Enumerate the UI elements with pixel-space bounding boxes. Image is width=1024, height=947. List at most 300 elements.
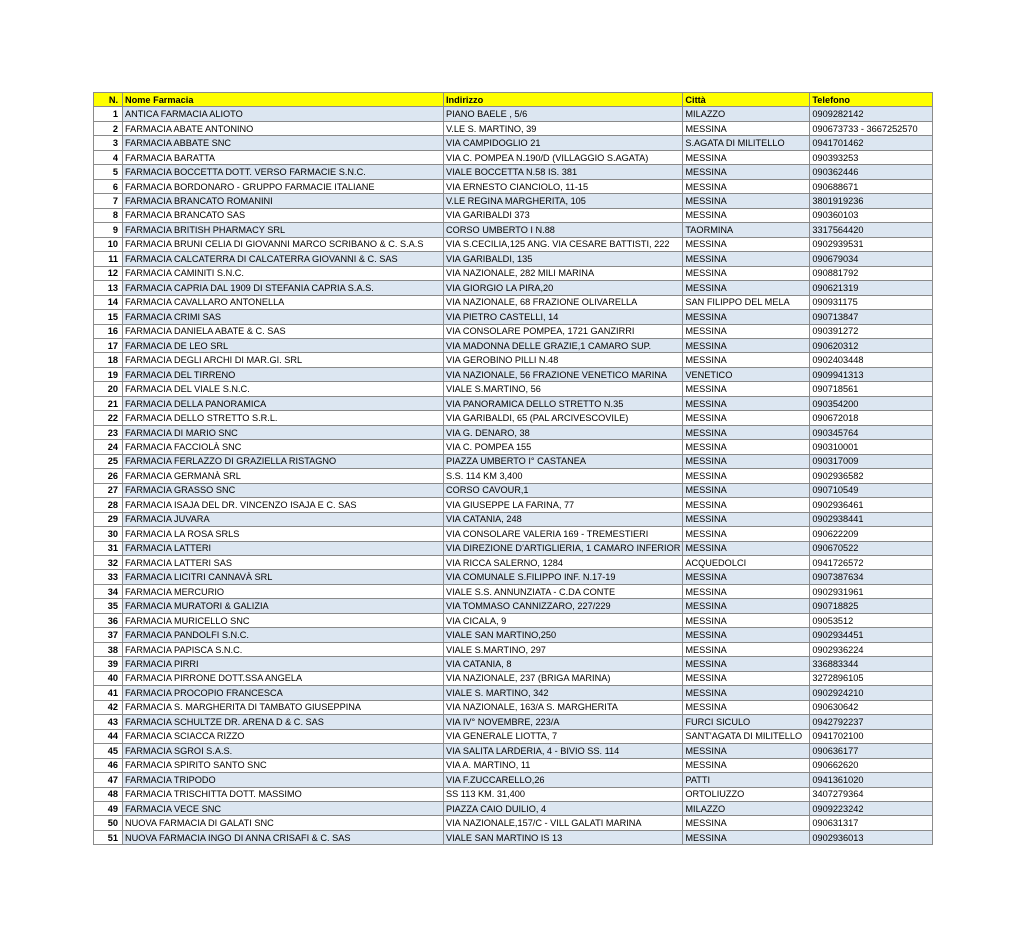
pharmacy-address: VIA G. DENARO, 38 [444, 425, 683, 439]
pharmacy-name: FARMACIA PIRRONE DOTT.SSA ANGELA [123, 671, 444, 685]
pharmacy-phone: 090672018 [810, 411, 933, 425]
pharmacy-address: VIA CONSOLARE VALERIA 169 - TREMESTIERI [444, 527, 683, 541]
row-number: 19 [94, 367, 123, 381]
pharmacy-phone: 090713847 [810, 310, 933, 324]
table-row [94, 179, 933, 193]
table-row [94, 107, 933, 121]
pharmacy-city: MESSINA [683, 642, 810, 656]
pharmacy-address: VIA GIORGIO LA PIRA,20 [444, 281, 683, 295]
row-number: 49 [94, 801, 123, 815]
pharmacy-phone: 0941701462 [810, 136, 933, 150]
table-row [94, 599, 933, 613]
pharmacy-city: MESSINA [683, 816, 810, 830]
table-row [94, 208, 933, 222]
row-number: 17 [94, 338, 123, 352]
pharmacy-name: FARMACIA SCIACCA RIZZO [123, 729, 444, 743]
pharmacy-name: FARMACIA CAPRIA DAL 1909 DI STEFANIA CAPRIA S.A.S. [123, 281, 444, 295]
pharmacy-phone: 336883344 [810, 657, 933, 671]
pharmacy-address: VIA PANORAMICA DELLO STRETTO N.35 [444, 396, 683, 410]
pharmacy-city: MESSINA [683, 150, 810, 164]
pharmacy-address: VIA CATANIA, 248 [444, 512, 683, 526]
pharmacy-address: VIA MADONNA DELLE GRAZIE,1 CAMARO SUP. [444, 338, 683, 352]
pharmacy-name: FARMACIA TRIPODO [123, 773, 444, 787]
table-row [94, 512, 933, 526]
pharmacy-name: FARMACIA ABATE ANTONINO [123, 121, 444, 135]
pharmacy-name: FARMACIA ISAJA DEL DR. VINCENZO ISAJA E C. SAS [123, 498, 444, 512]
table-row [94, 830, 933, 844]
row-number: 16 [94, 324, 123, 338]
row-number: 37 [94, 628, 123, 642]
row-number: 12 [94, 266, 123, 280]
row-number: 11 [94, 252, 123, 266]
row-number: 5 [94, 165, 123, 179]
table-row [94, 454, 933, 468]
pharmacy-phone: 090630642 [810, 700, 933, 714]
pharmacy-city: MESSINA [683, 179, 810, 193]
pharmacy-city: PATTI [683, 773, 810, 787]
table-row [94, 165, 933, 179]
table-row [94, 310, 933, 324]
row-number: 30 [94, 527, 123, 541]
pharmacy-phone: 090679034 [810, 252, 933, 266]
pharmacy-city: MESSINA [683, 382, 810, 396]
pharmacy-address: VIALE SAN MARTINO,250 [444, 628, 683, 642]
pharmacy-city: MESSINA [683, 758, 810, 772]
pharmacy-name: FARMACIA JUVARA [123, 512, 444, 526]
pharmacy-city: MESSINA [683, 469, 810, 483]
pharmacy-phone: 090718561 [810, 382, 933, 396]
pharmacy-city: MESSINA [683, 584, 810, 598]
pharmacy-phone: 090881792 [810, 266, 933, 280]
row-number: 48 [94, 787, 123, 801]
row-number: 51 [94, 830, 123, 844]
header-number: N. [94, 93, 123, 107]
pharmacy-phone: 090718825 [810, 599, 933, 613]
row-number: 38 [94, 642, 123, 656]
pharmacy-name: ANTICA FARMACIA ALIOTO [123, 107, 444, 121]
pharmacy-phone: 090317009 [810, 454, 933, 468]
pharmacy-name: FARMACIA DELLA PANORAMICA [123, 396, 444, 410]
pharmacy-name: FARMACIA BRANCATO SAS [123, 208, 444, 222]
pharmacy-address: VIA NAZIONALE,157/C - VILL GALATI MARINA [444, 816, 683, 830]
pharmacy-city: MESSINA [683, 686, 810, 700]
pharmacy-table [93, 92, 933, 845]
pharmacy-address: VIA S.CECILIA,125 ANG. VIA CESARE BATTISTI, 222 [444, 237, 683, 251]
pharmacy-city: MESSINA [683, 411, 810, 425]
pharmacy-name: FARMACIA SPIRITO SANTO SNC [123, 758, 444, 772]
pharmacy-phone: 090631317 [810, 816, 933, 830]
pharmacy-phone: 0902936224 [810, 642, 933, 656]
table-row [94, 440, 933, 454]
pharmacy-city: SAN FILIPPO DEL MELA [683, 295, 810, 309]
pharmacy-city: MESSINA [683, 454, 810, 468]
pharmacy-address: VIALE BOCCETTA N.58 IS. 381 [444, 165, 683, 179]
row-number: 32 [94, 556, 123, 570]
table-row [94, 801, 933, 815]
table-row [94, 136, 933, 150]
pharmacy-address: VIA NAZIONALE, 56 FRAZIONE VENETICO MARINA [444, 367, 683, 381]
pharmacy-phone: 090393253 [810, 150, 933, 164]
pharmacy-phone: 0902936013 [810, 830, 933, 844]
row-number: 15 [94, 310, 123, 324]
pharmacy-name: FARMACIA DEL TIRRENO [123, 367, 444, 381]
pharmacy-city: MESSINA [683, 671, 810, 685]
pharmacy-city: MESSINA [683, 121, 810, 135]
pharmacy-city: MESSINA [683, 628, 810, 642]
pharmacy-phone: 0902938441 [810, 512, 933, 526]
pharmacy-city: MESSINA [683, 744, 810, 758]
pharmacy-address: VIA NAZIONALE, 163/A S. MARGHERITA [444, 700, 683, 714]
table-row [94, 729, 933, 743]
pharmacy-phone: 0941726572 [810, 556, 933, 570]
pharmacy-name: FARMACIA BORDONARO - GRUPPO FARMACIE ITALIANE [123, 179, 444, 193]
table-row [94, 527, 933, 541]
pharmacy-city: ORTOLIUZZO [683, 787, 810, 801]
pharmacy-name: FARMACIA DI MARIO SNC [123, 425, 444, 439]
table-row [94, 252, 933, 266]
pharmacy-city: MESSINA [683, 208, 810, 222]
row-number: 22 [94, 411, 123, 425]
pharmacy-city: MESSINA [683, 237, 810, 251]
table-row [94, 237, 933, 251]
row-number: 28 [94, 498, 123, 512]
pharmacy-address: VIA GENERALE LIOTTA, 7 [444, 729, 683, 743]
pharmacy-name: FARMACIA SCHULTZE DR. ARENA D & C. SAS [123, 715, 444, 729]
pharmacy-address: VIALE S.S. ANNUNZIATA - C.DA CONTE [444, 584, 683, 598]
table-row [94, 324, 933, 338]
pharmacy-city: MESSINA [683, 570, 810, 584]
pharmacy-phone: 090673733 - 3667252570 [810, 121, 933, 135]
pharmacy-address: VIA GARIBALDI 373 [444, 208, 683, 222]
row-number: 24 [94, 440, 123, 454]
table-row [94, 686, 933, 700]
table-row [94, 570, 933, 584]
pharmacy-name: FARMACIA PIRRI [123, 657, 444, 671]
pharmacy-name: FARMACIA DEGLI ARCHI DI MAR.GI. SRL [123, 353, 444, 367]
table-row [94, 498, 933, 512]
pharmacy-address: PIANO BAELE , 5/6 [444, 107, 683, 121]
pharmacy-phone: 090310001 [810, 440, 933, 454]
row-number: 43 [94, 715, 123, 729]
pharmacy-address: VIA COMUNALE S.FILIPPO INF. N.17-19 [444, 570, 683, 584]
pharmacy-address: VIA TOMMASO CANNIZZARO, 227/229 [444, 599, 683, 613]
pharmacy-address: VIA F.ZUCCARELLO,26 [444, 773, 683, 787]
row-number: 47 [94, 773, 123, 787]
pharmacy-phone: 0902924210 [810, 686, 933, 700]
pharmacy-address: VIA GIUSEPPE LA FARINA, 77 [444, 498, 683, 512]
pharmacy-address: PIAZZA UMBERTO I° CASTANEA [444, 454, 683, 468]
pharmacy-city: MESSINA [683, 281, 810, 295]
table-row [94, 281, 933, 295]
pharmacy-address: VIA CATANIA, 8 [444, 657, 683, 671]
pharmacy-phone: 0902931961 [810, 584, 933, 598]
pharmacy-address: VIALE SAN MARTINO IS 13 [444, 830, 683, 844]
pharmacy-address: VIA SALITA LARDERIA, 4 - BIVIO SS. 114 [444, 744, 683, 758]
pharmacy-name: FARMACIA MURATORI & GALIZIA [123, 599, 444, 613]
row-number: 14 [94, 295, 123, 309]
pharmacy-phone: 090620312 [810, 338, 933, 352]
table-row [94, 367, 933, 381]
pharmacy-phone: 0909941313 [810, 367, 933, 381]
pharmacy-phone: 0902939531 [810, 237, 933, 251]
row-number: 46 [94, 758, 123, 772]
pharmacy-name: FARMACIA TRISCHITTA DOTT. MASSIMO [123, 787, 444, 801]
pharmacy-name: FARMACIA CAVALLARO ANTONELLA [123, 295, 444, 309]
pharmacy-phone: 090688671 [810, 179, 933, 193]
header-phone: Telefono [810, 93, 933, 107]
table-row [94, 758, 933, 772]
row-number: 41 [94, 686, 123, 700]
pharmacy-phone: 090360103 [810, 208, 933, 222]
row-number: 20 [94, 382, 123, 396]
pharmacy-phone: 090621319 [810, 281, 933, 295]
pharmacy-phone: 090662620 [810, 758, 933, 772]
pharmacy-phone: 0902936582 [810, 469, 933, 483]
pharmacy-address: VIALE S. MARTINO, 342 [444, 686, 683, 700]
pharmacy-phone: 3317564420 [810, 223, 933, 237]
row-number: 6 [94, 179, 123, 193]
pharmacy-city: ACQUEDOLCI [683, 556, 810, 570]
pharmacy-address: VIA C. POMPEA 155 [444, 440, 683, 454]
table-row [94, 556, 933, 570]
pharmacy-city: MESSINA [683, 657, 810, 671]
row-number: 7 [94, 194, 123, 208]
row-number: 44 [94, 729, 123, 743]
table-row [94, 657, 933, 671]
table-row [94, 295, 933, 309]
pharmacy-address: VIA RICCA SALERNO, 1284 [444, 556, 683, 570]
pharmacy-name: FARMACIA VECE SNC [123, 801, 444, 815]
pharmacy-address: VIA NAZIONALE, 237 (BRIGA MARINA) [444, 671, 683, 685]
pharmacy-address: PIAZZA CAIO DUILIO, 4 [444, 801, 683, 815]
row-number: 27 [94, 483, 123, 497]
pharmacy-city: SANT'AGATA DI MILITELLO [683, 729, 810, 743]
pharmacy-name: FARMACIA DE LEO SRL [123, 338, 444, 352]
table-row [94, 671, 933, 685]
table-row [94, 150, 933, 164]
header-name: Nome Farmacia [123, 93, 444, 107]
pharmacy-name: FARMACIA ABBATE SNC [123, 136, 444, 150]
row-number: 23 [94, 425, 123, 439]
row-number: 26 [94, 469, 123, 483]
pharmacy-name: FARMACIA CAMINITI S.N.C. [123, 266, 444, 280]
table-row [94, 584, 933, 598]
pharmacy-name: FARMACIA BRUNI CELIA DI GIOVANNI MARCO SCRIBANO & C. S.A.S [123, 237, 444, 251]
pharmacy-city: MESSINA [683, 425, 810, 439]
pharmacy-phone: 3407279364 [810, 787, 933, 801]
pharmacy-city: MESSINA [683, 541, 810, 555]
row-number: 34 [94, 584, 123, 598]
pharmacy-phone: 0941702100 [810, 729, 933, 743]
table-row [94, 396, 933, 410]
pharmacy-phone: 09053512 [810, 613, 933, 627]
pharmacy-name: FARMACIA LA ROSA SRLS [123, 527, 444, 541]
pharmacy-city: MESSINA [683, 830, 810, 844]
pharmacy-address: VIA DIREZIONE D'ARTIGLIERIA, 1 CAMARO INFERIOR [444, 541, 683, 555]
pharmacy-address: VIA GARIBALDI, 65 (PAL ARCIVESCOVILE) [444, 411, 683, 425]
table-row [94, 411, 933, 425]
pharmacy-city: MESSINA [683, 165, 810, 179]
pharmacy-address: VIA PIETRO CASTELLI, 14 [444, 310, 683, 324]
pharmacy-address: VIALE S.MARTINO, 56 [444, 382, 683, 396]
pharmacy-name: FARMACIA DEL VIALE S.N.C. [123, 382, 444, 396]
table-row [94, 121, 933, 135]
pharmacy-city: MESSINA [683, 252, 810, 266]
pharmacy-address: VIA GARIBALDI, 135 [444, 252, 683, 266]
pharmacy-name: FARMACIA SGROI S.A.S. [123, 744, 444, 758]
pharmacy-phone: 090636177 [810, 744, 933, 758]
pharmacy-city: MESSINA [683, 498, 810, 512]
row-number: 4 [94, 150, 123, 164]
pharmacy-phone: 090622209 [810, 527, 933, 541]
row-number: 9 [94, 223, 123, 237]
pharmacy-city: MESSINA [683, 266, 810, 280]
table-row [94, 642, 933, 656]
table-row [94, 266, 933, 280]
pharmacy-city: S.AGATA DI MILITELLO [683, 136, 810, 150]
table-row [94, 816, 933, 830]
pharmacy-name: FARMACIA FACCIOLÀ SNC [123, 440, 444, 454]
pharmacy-phone: 0902403448 [810, 353, 933, 367]
row-number: 1 [94, 107, 123, 121]
table-row [94, 483, 933, 497]
pharmacy-phone: 3801919236 [810, 194, 933, 208]
pharmacy-name: FARMACIA CALCATERRA DI CALCATERRA GIOVANNI & C. SAS [123, 252, 444, 266]
pharmacy-address: VIALE S.MARTINO, 297 [444, 642, 683, 656]
row-number: 42 [94, 700, 123, 714]
pharmacy-name: FARMACIA DELLO STRETTO S.R.L. [123, 411, 444, 425]
pharmacy-city: MESSINA [683, 396, 810, 410]
pharmacy-phone: 0907387634 [810, 570, 933, 584]
row-number: 35 [94, 599, 123, 613]
row-number: 39 [94, 657, 123, 671]
pharmacy-city: FURCI SICULO [683, 715, 810, 729]
pharmacy-address: S.S. 114 KM 3,400 [444, 469, 683, 483]
pharmacy-phone: 090710549 [810, 483, 933, 497]
pharmacy-address: VIA ERNESTO CIANCIOLO, 11-15 [444, 179, 683, 193]
pharmacy-name: FARMACIA GRASSO SNC [123, 483, 444, 497]
pharmacy-city: MESSINA [683, 440, 810, 454]
pharmacy-phone: 090391272 [810, 324, 933, 338]
pharmacy-name: FARMACIA CRIMI SAS [123, 310, 444, 324]
pharmacy-name: NUOVA FARMACIA DI GALATI SNC [123, 816, 444, 830]
pharmacy-address: V.LE S. MARTINO, 39 [444, 121, 683, 135]
pharmacy-name: FARMACIA S. MARGHERITA DI TAMBATO GIUSEPPINA [123, 700, 444, 714]
pharmacy-city: MESSINA [683, 338, 810, 352]
table-row [94, 425, 933, 439]
pharmacy-name: FARMACIA BRANCATO ROMANINI [123, 194, 444, 208]
pharmacy-name: FARMACIA DANIELA ABATE & C. SAS [123, 324, 444, 338]
table-row [94, 613, 933, 627]
pharmacy-city: MILAZZO [683, 801, 810, 815]
pharmacy-phone: 0941361020 [810, 773, 933, 787]
pharmacy-city: MESSINA [683, 599, 810, 613]
pharmacy-name: FARMACIA PROCOPIO FRANCESCA [123, 686, 444, 700]
table-row [94, 715, 933, 729]
pharmacy-name: FARMACIA BOCCETTA DOTT. VERSO FARMACIE S.N.C. [123, 165, 444, 179]
pharmacy-phone: 090362446 [810, 165, 933, 179]
pharmacy-phone: 090670522 [810, 541, 933, 555]
row-number: 3 [94, 136, 123, 150]
pharmacy-address: VIA A. MARTINO, 11 [444, 758, 683, 772]
pharmacy-city: MESSINA [683, 324, 810, 338]
pharmacy-city: MESSINA [683, 353, 810, 367]
row-number: 18 [94, 353, 123, 367]
pharmacy-address: V.LE REGINA MARGHERITA, 105 [444, 194, 683, 208]
row-number: 2 [94, 121, 123, 135]
table-row [94, 541, 933, 555]
pharmacy-name: FARMACIA LICITRI CANNAVÀ SRL [123, 570, 444, 584]
pharmacy-name: FARMACIA MERCURIO [123, 584, 444, 598]
table-row [94, 382, 933, 396]
pharmacy-address: VIA CONSOLARE POMPEA, 1721 GANZIRRI [444, 324, 683, 338]
row-number: 45 [94, 744, 123, 758]
pharmacy-name: FARMACIA LATTERI [123, 541, 444, 555]
row-number: 36 [94, 613, 123, 627]
pharmacy-phone: 3272896105 [810, 671, 933, 685]
pharmacy-name: FARMACIA BARATTA [123, 150, 444, 164]
row-number: 33 [94, 570, 123, 584]
table-row [94, 787, 933, 801]
table-row [94, 338, 933, 352]
pharmacy-name: NUOVA FARMACIA INGO DI ANNA CRISAFI & C. SAS [123, 830, 444, 844]
pharmacy-city: MESSINA [683, 194, 810, 208]
pharmacy-name: FARMACIA MURICELLO SNC [123, 613, 444, 627]
pharmacy-city: VENETICO [683, 367, 810, 381]
pharmacy-address: VIA GEROBINO PILLI N.48 [444, 353, 683, 367]
pharmacy-address: CORSO UMBERTO I N.88 [444, 223, 683, 237]
pharmacy-city: MESSINA [683, 527, 810, 541]
header-address: Indirizzo [444, 93, 683, 107]
pharmacy-phone: 0902934451 [810, 628, 933, 642]
header-row [94, 93, 933, 107]
table-row [94, 223, 933, 237]
row-number: 8 [94, 208, 123, 222]
row-number: 21 [94, 396, 123, 410]
pharmacy-city: MILAZZO [683, 107, 810, 121]
row-number: 10 [94, 237, 123, 251]
table-row [94, 628, 933, 642]
pharmacy-city: MESSINA [683, 310, 810, 324]
pharmacy-city: MESSINA [683, 512, 810, 526]
pharmacy-name: FARMACIA FERLAZZO DI GRAZIELLA RISTAGNO [123, 454, 444, 468]
pharmacy-phone: 090931175 [810, 295, 933, 309]
table-row [94, 700, 933, 714]
pharmacy-phone: 090354200 [810, 396, 933, 410]
row-number: 13 [94, 281, 123, 295]
row-number: 50 [94, 816, 123, 830]
row-number: 40 [94, 671, 123, 685]
pharmacy-city: MESSINA [683, 700, 810, 714]
pharmacy-name: FARMACIA BRITISH PHARMACY SRL [123, 223, 444, 237]
pharmacy-address: VIA CICALA, 9 [444, 613, 683, 627]
pharmacy-city: MESSINA [683, 613, 810, 627]
pharmacy-address: CORSO CAVOUR,1 [444, 483, 683, 497]
pharmacy-address: VIA NAZIONALE, 68 FRAZIONE OLIVARELLA [444, 295, 683, 309]
pharmacy-address: SS 113 KM. 31,400 [444, 787, 683, 801]
pharmacy-address: VIA CAMPIDOGLIO 21 [444, 136, 683, 150]
table-row [94, 469, 933, 483]
pharmacy-phone: 090345764 [810, 425, 933, 439]
row-number: 31 [94, 541, 123, 555]
pharmacy-name: FARMACIA GERMANÀ SRL [123, 469, 444, 483]
pharmacy-address: VIA C. POMPEA N.190/D (VILLAGGIO S.AGATA) [444, 150, 683, 164]
pharmacy-phone: 0902936461 [810, 498, 933, 512]
pharmacy-address: VIA IV° NOVEMBRE, 223/A [444, 715, 683, 729]
table-row [94, 194, 933, 208]
table-row [94, 744, 933, 758]
pharmacy-city: TAORMINA [683, 223, 810, 237]
